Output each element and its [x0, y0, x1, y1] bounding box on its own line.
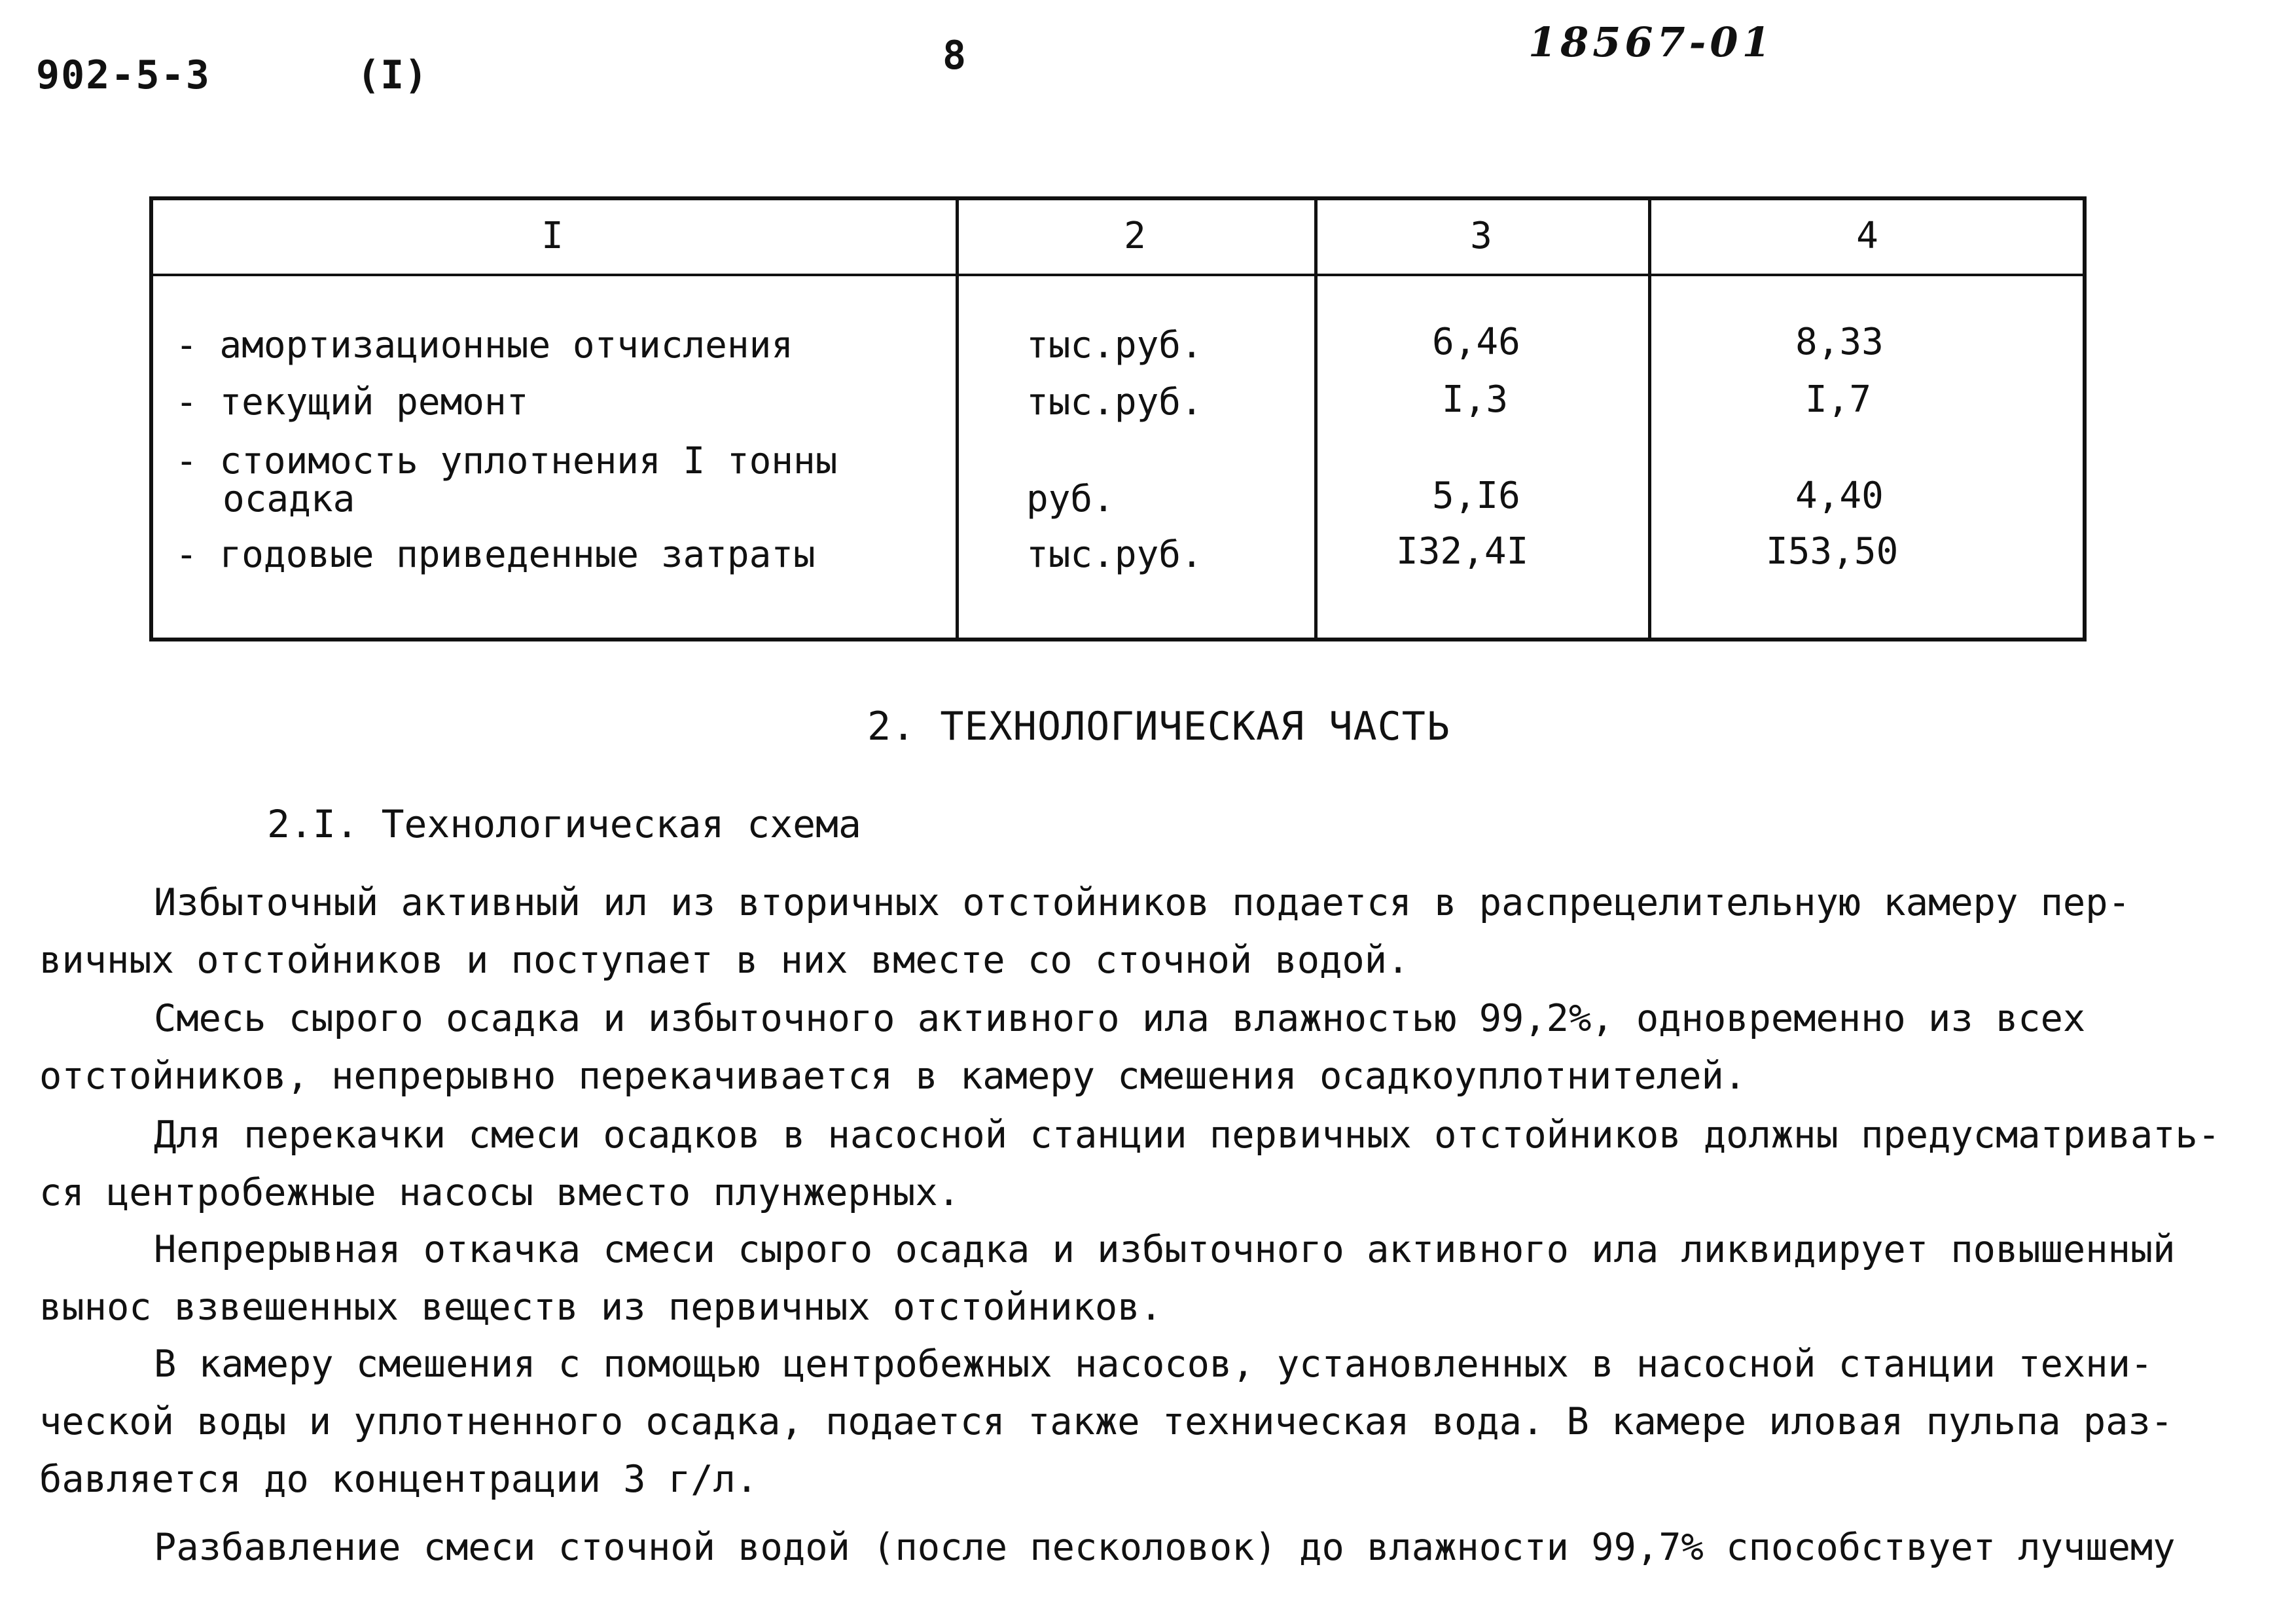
row-value-col4: I53,50: [1766, 530, 1899, 573]
paragraph-line: ческой воды и уплотненного осадка, подается также техническая вода. В камере иловая пульпа раз-: [39, 1400, 2174, 1443]
row-value-col4: I,7: [1805, 378, 1872, 421]
paragraph: [39, 1106, 2265, 1221]
paragraph-line: бавляется до концентрации 3 г/л.: [39, 1458, 759, 1501]
paragraph-line: Непрерывная откачка смеси сырого осадка и избыточного активного ила ликвидирует повышенный: [154, 1228, 2176, 1271]
section-title: 2. ТЕХНОЛОГИЧЕСКАЯ ЧАСТЬ: [867, 704, 1450, 749]
column-divider: [956, 196, 959, 641]
column-divider: [1314, 196, 1318, 641]
row-label: - амортизационные отчисления: [175, 324, 794, 367]
paragraph: [39, 1221, 2265, 1336]
subsection-title: 2.I. Технологическая схема: [267, 802, 861, 846]
paragraph-line: Для перекачки смеси осадков в насосной станции первичных отстойников должны предусматривать-: [154, 1113, 2221, 1157]
row-label: - стоимость уплотнения I тонны: [175, 440, 838, 482]
row-value-col3: I,3: [1442, 378, 1509, 421]
paragraph: [39, 990, 2265, 1105]
column-header-3: 3: [1470, 215, 1492, 257]
paragraph-line: вичных отстойников и поступает в них вместе со сточной водой.: [39, 939, 1410, 982]
column-header-2: 2: [1124, 215, 1146, 257]
paragraph-line: Смесь сырого осадка и избыточного активного ила влажностью 99,2%, одновременно из всех: [154, 997, 2086, 1040]
row-unit: тыс.руб.: [1026, 381, 1203, 424]
row-label: - текущий ремонт: [175, 381, 529, 424]
paragraph-line: Разбавление смеси сточной водой (после песколовок) до влажности 99,7% способствует лучшему: [154, 1526, 2176, 1569]
part-number: (I): [357, 52, 428, 98]
paragraph-line: ся центробежные насосы вместо плунжерных.: [39, 1171, 960, 1214]
column-header-4: 4: [1856, 215, 1878, 257]
row-label: - годовые приведенные затраты: [175, 533, 816, 576]
row-value-col3: 5,I6: [1432, 475, 1520, 517]
paragraph: [39, 1519, 2265, 1576]
column-divider: [1648, 196, 1651, 641]
row-value-col4: 8,33: [1795, 321, 1884, 363]
table-header-divider: [149, 274, 2087, 276]
paragraph-line: В камеру смешения с помощью центробежных насосов, установленных в насосной станции техни-: [154, 1343, 2153, 1386]
row-unit: руб.: [1026, 478, 1115, 520]
document-code: 902-5-3: [36, 52, 211, 98]
paragraph: [39, 874, 2265, 989]
row-value-col3: 6,46: [1432, 321, 1520, 363]
paragraph-line: Избыточный активный ил из вторичных отстойников подается в распрецелительную камеру пер-: [154, 881, 2130, 924]
page-number: 8: [942, 33, 967, 79]
cost-table: [149, 196, 2087, 648]
handwritten-number: 18567-01: [1528, 18, 1774, 66]
paragraph-line: отстойников, непрерывно перекачивается в камеру смешения осадкоуплотнителей.: [39, 1055, 1747, 1098]
paragraph: [39, 1335, 2265, 1508]
row-unit: тыс.руб.: [1026, 533, 1203, 576]
column-header-1: I: [541, 215, 564, 257]
row-unit: тыс.руб.: [1026, 324, 1203, 367]
paragraph-line: вынос взвешенных веществ из первичных отстойников.: [39, 1286, 1162, 1329]
row-label-continuation: осадка: [223, 478, 355, 520]
row-value-col3: I32,4I: [1396, 530, 1529, 573]
row-value-col4: 4,40: [1795, 475, 1884, 517]
